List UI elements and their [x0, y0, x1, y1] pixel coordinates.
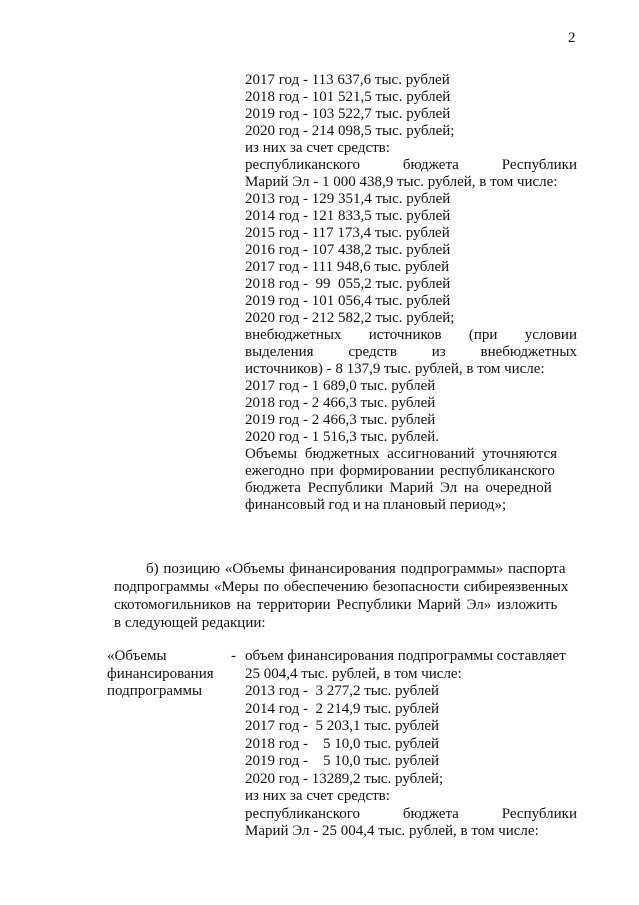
table-value-line: из них за счет средств: — [245, 788, 390, 804]
word: из — [431, 344, 446, 360]
word: источников — [368, 327, 442, 343]
table-value-line: 2020 год - 13289,2 тыс. рублей; — [245, 770, 444, 787]
year-line: 2016 год - 107 438,2 тыс. рублей — [245, 242, 451, 258]
word: бюджета — [402, 157, 459, 173]
year-line: 2015 год - 117 173,4 тыс. рублей — [245, 225, 450, 241]
paragraph-line: в следующей редакции: — [114, 615, 266, 631]
note-line: Объемы бюджетных ассигнований уточняются — [245, 446, 558, 462]
year-line: 2018 год - 101 521,5 тыс. рублей — [245, 89, 451, 105]
extrabudget-line-1 — [245, 327, 577, 344]
word: (при — [468, 327, 498, 343]
year-line: 2018 год - 99 055,2 тыс. рублей — [245, 276, 451, 292]
year-line: 2020 год - 212 582,2 тыс. рублей; — [245, 310, 455, 326]
year-line: 2019 год - 101 056,4 тыс. рублей — [245, 293, 451, 309]
table-label-line: подпрограммы — [107, 683, 203, 699]
table-value-column — [245, 648, 577, 841]
word: условии — [524, 327, 577, 343]
note-line: ежегодно при формировании республиканского — [245, 463, 555, 479]
year-line: 2017 год - 1 689,0 тыс. рублей — [245, 378, 436, 394]
year-line: 2018 год - 2 466,3 тыс. рублей — [245, 395, 436, 411]
paragraph-line: подпрограммы «Меры по обеспечению безопасности сибиреязвенных — [114, 579, 569, 595]
page-number: 2 — [568, 30, 576, 46]
table-republican-budget-line — [245, 806, 577, 824]
extrabudget-total: источников) - 8 137,9 тыс. рублей, в том числе: — [245, 361, 545, 377]
table-value-line: 2014 год - 2 214,9 тыс. рублей — [245, 700, 440, 717]
extrabudget-line-2 — [245, 344, 577, 361]
funding-continuation-block — [245, 72, 577, 514]
word: внебюджетных — [480, 344, 577, 360]
table-value-line: 25 004,4 тыс. рублей, в том числе: — [245, 665, 462, 682]
table-republican-total: Марий Эл - 25 004,4 тыс. рублей, в том числе: — [245, 823, 539, 839]
note-line: финансовый год и на плановый период»; — [245, 497, 507, 513]
table-dash: - — [231, 648, 236, 664]
year-line: 2013 год - 129 351,4 тыс. рублей — [245, 191, 451, 207]
paragraph-b — [114, 560, 577, 632]
paragraph-line: скотомогильников на территории Республики Марий Эл» изложить — [114, 597, 558, 613]
year-line: 2017 год - 111 948,6 тыс. рублей — [245, 259, 450, 275]
note-line: бюджета Республики Марий Эл на очередной — [245, 480, 552, 496]
table-value-line: 2013 год - 3 277,2 тыс. рублей — [245, 683, 440, 699]
table-label-column — [107, 648, 227, 701]
sources-heading: из них за счет средств: — [245, 140, 390, 156]
word: выделения — [245, 344, 314, 360]
table-value-line: объем финансирования подпрограммы составляет — [245, 648, 566, 664]
word: Республики — [501, 157, 577, 173]
year-line: 2020 год - 1 516,3 тыс. рублей. — [245, 429, 440, 445]
year-line: 2019 год - 2 466,3 тыс. рублей — [245, 412, 436, 428]
table-value-line: 2018 год - 5 10,0 тыс. рублей — [245, 735, 440, 752]
word: средств — [348, 344, 397, 360]
year-line: 2017 год - 113 637,6 тыс. рублей — [245, 72, 450, 88]
table-value-line: 2019 год - 5 10,0 тыс. рублей — [245, 753, 440, 769]
year-line: 2014 год - 121 833,5 тыс. рублей — [245, 208, 451, 224]
year-line: 2019 год - 103 522,7 тыс. рублей — [245, 106, 451, 122]
table-label-line: «Объемы — [107, 648, 167, 664]
word: республиканского — [245, 805, 360, 822]
republican-budget-line — [245, 157, 577, 174]
paragraph-line: б) позицию «Объемы финансирования подпрограммы» паспорта — [146, 561, 566, 577]
word: республиканского — [245, 157, 360, 173]
year-line: 2020 год - 214 098,5 тыс. рублей; — [245, 123, 455, 139]
word: внебюджетных — [245, 327, 342, 343]
republican-budget-total: Марий Эл - 1 000 438,9 тыс. рублей, в том числе: — [245, 174, 558, 190]
table-value-line: 2017 год - 5 203,1 тыс. рублей — [245, 718, 440, 734]
word: Республики — [501, 805, 577, 822]
table-label-line: финансирования — [107, 665, 214, 682]
word: бюджета — [402, 805, 459, 822]
